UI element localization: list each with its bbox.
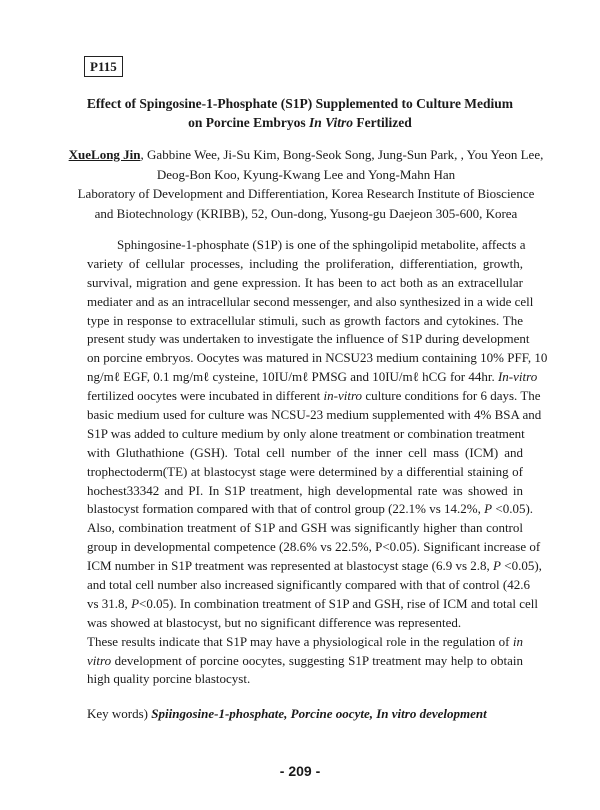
abstract-line: mediater and as an intracellular second messenger, and also synthesized in a wide cell xyxy=(87,293,534,309)
affiliation-line-1: Laboratory of Development and Differentiation, Korea Research Institute of Bioscience xyxy=(77,186,535,201)
abstract-line xyxy=(87,595,538,614)
abstract-line: high quality porcine blastocyst. xyxy=(87,671,251,687)
abstract-line: trophectoderm(TE) at blastocyst stage were determined by a differential staining of xyxy=(87,463,523,479)
paper-title xyxy=(0,94,600,132)
abstract-italic: P xyxy=(493,558,501,574)
keywords xyxy=(87,706,487,722)
abstract-line xyxy=(87,387,541,406)
abstract-italic: in xyxy=(512,633,523,649)
author-line-2: Deog-Bon Koo, Kyung-Kwang Lee and Yong-Mahn Han xyxy=(156,166,456,182)
coauthors-1: , Gabbine Wee, Ji-Su Kim, Bong-Seok Song, Jung-Sun Park, , You Yeon Lee, xyxy=(140,147,544,162)
abstract-line: basic medium used for culture was NCSU-23 medium supplemented with 4% BSA and xyxy=(87,407,542,423)
abstract-text: ng/mℓ EGF, 0.1 mg/mℓ cysteine, 10IU/mℓ PMSG and 10IU/mℓ hCG for 44hr. xyxy=(87,369,495,385)
abstract-tag: P115 xyxy=(84,56,123,77)
abstract-line xyxy=(87,368,538,387)
abstract-text: fertilized oocytes were incubated in different xyxy=(87,388,324,404)
abstract-line: on porcine embryos. Oocytes was matured in NCSU23 medium containing 10% PFF, 10 xyxy=(87,350,548,366)
abstract-line xyxy=(87,652,523,671)
keywords-label: Key words) xyxy=(87,706,152,721)
presenting-author: XueLong Jin xyxy=(68,147,141,162)
abstract-text: culture conditions for 6 days. The xyxy=(362,388,541,404)
affiliation-line-2: and Biotechnology (KRIBB), 52, Oun-dong, Yusong-gu Daejeon 305-600, Korea xyxy=(94,205,518,221)
author-line-1 xyxy=(60,145,552,165)
abstract-italic: In-vitro xyxy=(497,369,538,385)
abstract-line: with Gluthathione (GSH). Total cell number of the inner cell mass (ICM) and xyxy=(87,444,523,460)
abstract-text: development of porcine oocytes, suggesting S1P treatment may help to obtain xyxy=(111,652,523,668)
abstract-line: hochest33342 and PI. In S1P treatment, high developmental rate was showed in xyxy=(87,482,523,498)
abstract-body xyxy=(87,236,548,689)
abstract-line: and total cell number also increased significantly compared with that of control (42.6 xyxy=(87,577,530,593)
title-line-2-suffix: Fertilized xyxy=(352,115,412,130)
abstract-line: S1P was added to culture medium by only alone treatment or combination treatment xyxy=(87,425,525,441)
abstract-italic: vitro xyxy=(87,652,112,668)
abstract-line: Sphingosine-1-phosphate (S1P) is one of the sphingolipid metabolite, affects a xyxy=(117,237,526,252)
keywords-values: Spiingosine-1-phosphate, Porcine oocyte, In vitro development xyxy=(151,706,487,721)
author-block xyxy=(60,145,552,223)
abstract-text: <0.05), xyxy=(501,558,542,574)
title-line-2-prefix: on Porcine Embryos xyxy=(188,115,310,130)
abstract-text: ICM number in S1P treatment was represented at blastocyst stage (6.9 vs 2.8, xyxy=(87,558,494,574)
abstract-line xyxy=(87,633,523,652)
abstract-text: vs 31.8, xyxy=(87,595,132,611)
abstract-text: These results indicate that S1P may have a physiological role in the regulation of xyxy=(87,633,513,649)
abstract-italic: P xyxy=(131,595,140,611)
abstract-text: <0.05). xyxy=(492,501,534,517)
abstract-line: survival, migration and gene expression. It has been to act both as an extracellular xyxy=(87,274,523,290)
abstract-italic: P xyxy=(484,501,493,517)
title-line-1: Effect of Spingosine-1-Phosphate (S1P) Supplemented to Culture Medium xyxy=(86,96,514,111)
abstract-line xyxy=(87,557,542,576)
abstract-line: present study was undertaken to investigate the influence of S1P during development xyxy=(87,331,530,347)
abstract-line: group in developmental competence (28.6% vs 22.5%, P<0.05). Significant increase of xyxy=(87,539,541,555)
page-number: - 209 - xyxy=(279,763,321,779)
abstract-line: was showed at blastocyst, but no significant difference was represented. xyxy=(87,614,462,630)
abstract-text: blastocyst formation compared with that of control group (22.1% vs 14.2%, xyxy=(87,501,485,517)
abstract-line xyxy=(87,500,534,519)
abstract-line: Also, combination treatment of S1P and GSH was significantly higher than control xyxy=(87,520,523,536)
abstract-line: variety of cellular processes, including the proliferation, differentiation, growth, xyxy=(87,255,523,271)
abstract-line: type in response to extracellular stimuli, such as growth factors and cytokines. The xyxy=(87,312,523,328)
abstract-text: <0.05). In combination treatment of S1P and GSH, rise of ICM and total cell xyxy=(139,595,538,611)
title-line-2 xyxy=(0,113,600,132)
abstract-italic: in-vitro xyxy=(323,388,363,404)
title-italic-in-vitro: In Vitro xyxy=(309,115,353,130)
